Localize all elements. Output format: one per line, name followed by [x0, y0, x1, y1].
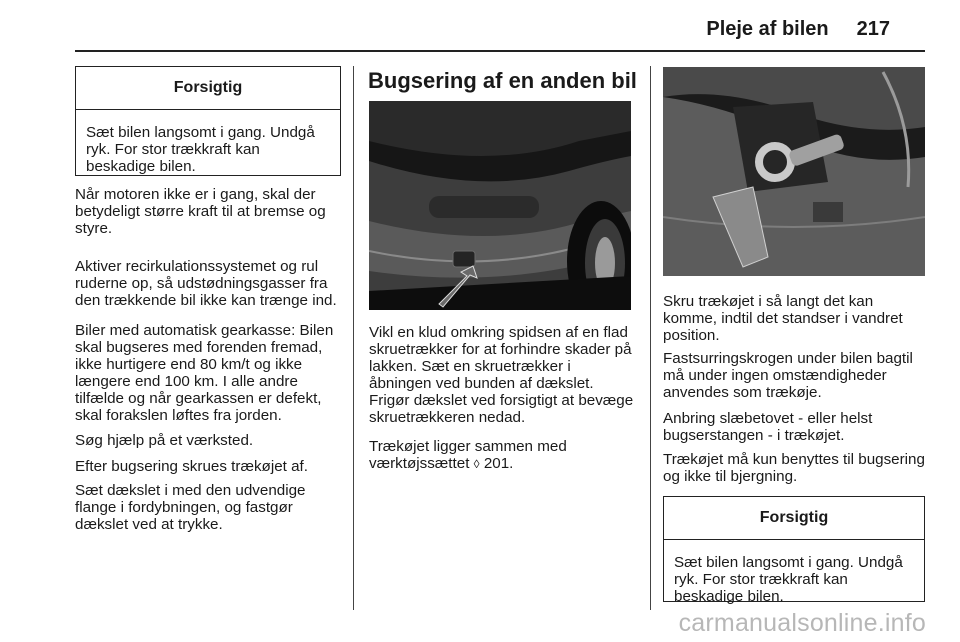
page-number: 217 [856, 18, 890, 40]
paragraph: Vikl en klud omkring spidsen af en flad skruetrækker for at forhindre skader på lakken. Sæt en skruetrækker i åbningen ved bunden af dækslet. Frigør dækslet ved forsigtigt at bevæge skruetrækkeren nedad. [369, 324, 634, 426]
watermark: carmanualsonline.info [678, 609, 926, 637]
paragraph: Sæt dækslet i med den udvendige flange i fordybningen, og fastgør dækslet ved at trykke. [75, 482, 306, 533]
paragraph: Trækøjet må kun benyttes til bugsering og ikke til bjergning. [663, 451, 925, 485]
caution-text: Sæt bilen langsomt i gang. Undgå ryk. For stor trækkraft kan beskadige bilen. [86, 124, 315, 175]
column-divider-2 [650, 66, 651, 610]
paragraph: Når motoren ikke er i gang, skal der betydeligt større kraft til at bremse og styre. [75, 186, 326, 237]
caution-heading: Forsigtig [664, 497, 924, 540]
caution-box [75, 66, 341, 176]
tow-eye-image [663, 67, 925, 276]
caution-text: Sæt bilen langsomt i gang. Undgå ryk. For stor trækkraft kan beskadige bilen. [674, 554, 903, 605]
paragraph: Efter bugsering skrues trækøjet af. [75, 458, 308, 475]
page-title: Pleje af bilen [706, 18, 829, 40]
header-rule [75, 50, 925, 52]
column-divider-1 [353, 66, 354, 610]
page-header [700, 18, 890, 41]
caution-heading: Forsigtig [76, 67, 340, 110]
reference-page: 201. [483, 455, 514, 472]
paragraph: Anbring slæbetovet - eller helst bugserstangen - i trækøjet. [663, 410, 873, 444]
caution-box [663, 496, 925, 605]
paragraph: Skru trækøjet i så langt det kan komme, indtil det standser i vandret position. [663, 293, 903, 344]
paragraph: Søg hjælp på et værksted. [75, 432, 254, 449]
paragraph: Biler med automatisk gearkasse: Bilen skal bugseres med forenden fremad, ikke hurtigere end 80 km/t og ikke længere end 100 km. I alle andre tilfælde og når gearkassen er defekt, skal forakslen løftes fra jorden. [75, 322, 334, 424]
bumper-cover-illustration [369, 101, 631, 310]
tow-eye-illustration [663, 67, 925, 276]
paragraph: Aktiver recirkulationssystemet og rul ruderne op, så udstødningsgasser fra den trækkende bil ikke kan trænge ind. [75, 258, 337, 309]
page-reference-icon: ◊ [473, 457, 480, 471]
reference-text: Trækøjet ligger sammen med værktøjssættet [369, 438, 567, 472]
car-rear-image [369, 101, 631, 310]
paragraph [369, 438, 634, 473]
paragraph: Fastsurringskrogen under bilen bagtil må under ingen omstændigheder anvendes som trækøje. [663, 350, 913, 401]
section-title: Bugsering af en anden bil [368, 68, 637, 93]
